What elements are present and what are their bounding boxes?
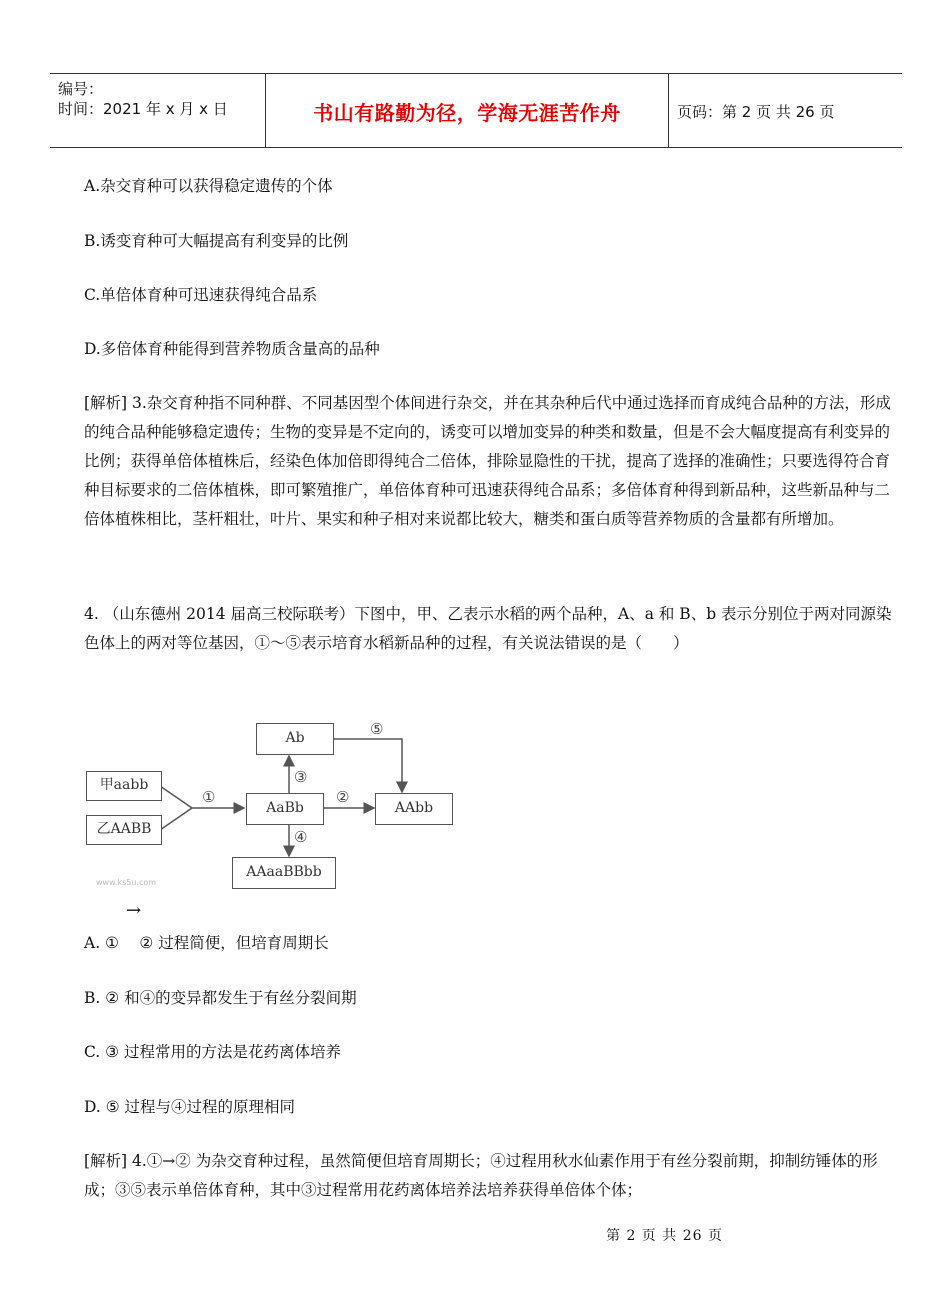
document-number: 编号： xyxy=(58,80,104,98)
q4-option-d: D. ⑤ 过程与④过程的原理相同 xyxy=(84,1098,296,1116)
merge-line-yi xyxy=(160,808,192,830)
q3-option-d: D.多倍体育种能得到营养物质含量高的品种 xyxy=(84,340,380,358)
arrow-symbol: → xyxy=(126,900,142,921)
label-step1: ① xyxy=(202,788,216,806)
arrow-step5 xyxy=(334,739,402,792)
box-aabb-mid: AaBb xyxy=(246,793,324,825)
box-yi: 乙AABB xyxy=(86,815,162,845)
label-step4: ④ xyxy=(294,828,308,846)
q4-option-c: C. ③ 过程常用的方法是花药离体培养 xyxy=(84,1043,341,1061)
merge-line-jia xyxy=(160,786,192,808)
header-top-rule xyxy=(50,73,902,74)
q3-option-a: A.杂交育种可以获得稳定遗传的个体 xyxy=(84,177,333,195)
q4-stem: 4. （山东德州 2014 届高三校际联考）下图中，甲、乙表示水稻的两个品种，A、a 和 B、b 表示分别位于两对同源染色体上的两对等位基因，①～⑤表示培育水稻新品种的过程，有关说法错误的是（ ） xyxy=(84,605,892,652)
header-page-info: 页码：第 2 页 共 26 页 xyxy=(677,103,835,121)
q4-option-a: A. ① ② 过程简便，但培育周期长 xyxy=(84,934,329,952)
q3-analysis: [解析] 3.杂交育种指不同种群、不同基因型个体间进行杂交，并在其杂种后代中通过选择而育成纯合品种的方法，形成的纯合品种能够稳定遗传；生物的变异是不定向的，诱变可以增加变异的种类和数量，但是不会大幅度提高有利变异的比例；获得单倍体植株后，经染色体加倍即得纯合二倍体，排除显隐性的干扰，提高了选择的准确性；只要选得符合育种目标要求的二倍体植株，即可繁殖推广，单倍体育种可迅速获得纯合品系；多倍体育种得到新品种，这些新品种与二倍体植株相比，茎杆粗壮，叶片、果实和种子相对来说都比较大，糖类和蛋白质等营养物质的含量都有所增加。 xyxy=(84,394,891,528)
box-aabb-right: AAbb xyxy=(375,793,453,825)
label-step3: ③ xyxy=(294,768,308,786)
box-jia: 甲aabb xyxy=(86,771,162,801)
box-aaaabbbb: AAaaBBbb xyxy=(232,857,336,889)
diagram-watermark: www.ks5u.com xyxy=(96,878,157,887)
box-ab: Ab xyxy=(256,723,334,755)
breeding-diagram xyxy=(84,718,456,894)
q4-analysis: [解析] 4.①→② 为杂交育种过程，虽然简便但培育周期长；④过程用秋水仙素作用于有丝分裂前期，抑制纺锤体的形成；③⑤表示单倍体育种，其中③过程常用花药离体培养法培养获得单倍体个体； xyxy=(84,1152,878,1199)
header-bottom-rule xyxy=(50,147,902,148)
header-motto: 书山有路勤为径，学海无涯苦作舟 xyxy=(313,101,621,125)
q3-option-b: B.诱变育种可大幅提高有利变异的比例 xyxy=(84,232,349,250)
document-time: 时间：2021 年 x 月 x 日 xyxy=(58,100,228,118)
q3-option-c: C.单倍体育种可迅速获得纯合品系 xyxy=(84,286,318,304)
q4-option-b: B. ② 和④的变异都发生于有丝分裂间期 xyxy=(84,989,357,1007)
label-step5: ⑤ xyxy=(370,720,384,738)
header-meta xyxy=(58,79,228,119)
label-step2: ② xyxy=(336,788,350,806)
header-divider-2 xyxy=(668,73,669,147)
page-footer: 第 2 页 共 26 页 xyxy=(606,1228,723,1244)
